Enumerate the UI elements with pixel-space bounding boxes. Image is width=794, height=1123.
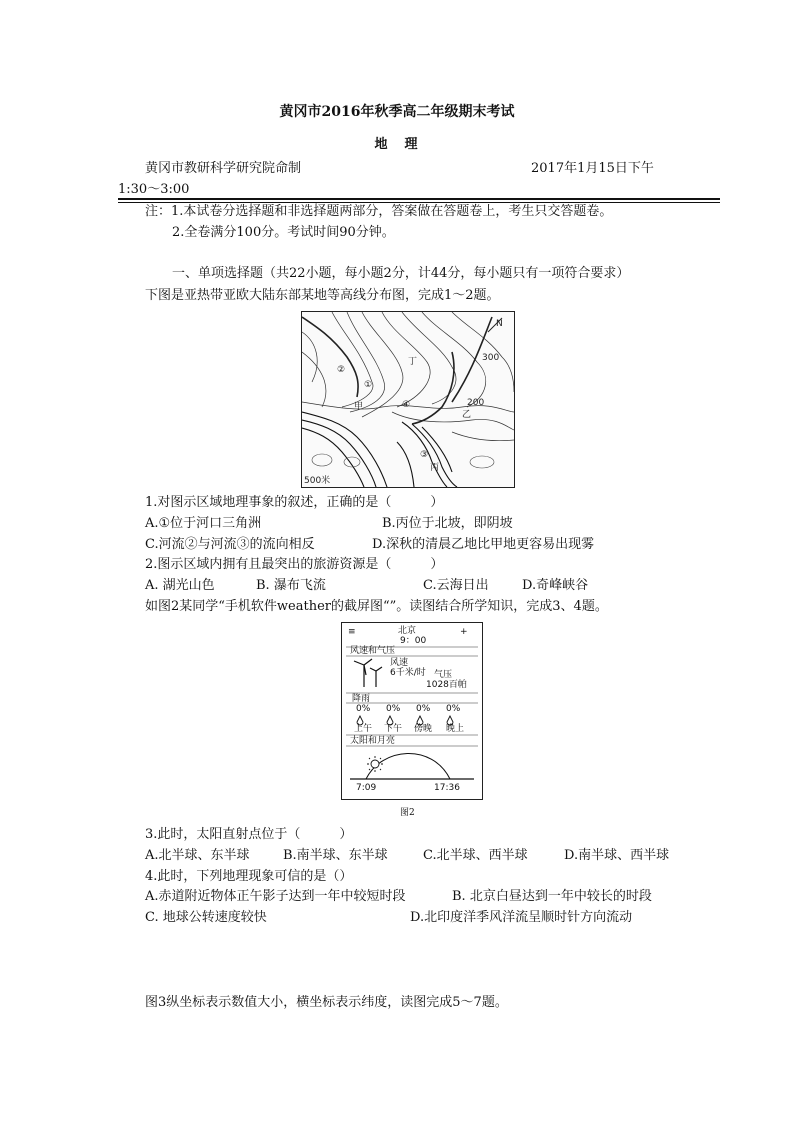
q1-option-c: C.河流②与河流③的流向相反 [145, 537, 315, 552]
q3-option-d: D.南半球、西半球 [564, 848, 670, 863]
wind-turbine-icon [354, 659, 382, 687]
q1-option-d: D.深秋的清晨乙地比甲地更容易出现雾 [372, 537, 595, 552]
q4-option-d: D.北印度洋季风洋流呈顺时针方向流动 [410, 910, 633, 925]
wind-label: 风速 [390, 658, 409, 668]
city-name: 北京 [398, 626, 417, 636]
pressure-label: 气压 [434, 670, 453, 680]
header-rule-thick [118, 198, 720, 200]
rain-time-2: 下午 [384, 724, 403, 734]
fig2-caption: 图2 [400, 808, 415, 818]
sunrise-time: 7:09 [356, 783, 377, 793]
contour-map-drawing [302, 312, 514, 487]
sun-section-title: 太阳和月亮 [350, 736, 396, 746]
menu-icon: ≡ [348, 627, 356, 637]
label-jia: 甲 [354, 402, 364, 412]
weather-app-figure [341, 622, 483, 800]
wind-section-title: 风速和气压 [350, 646, 396, 656]
rain-pct-4: 0% [446, 704, 461, 714]
label-bing: 丙 [430, 463, 440, 473]
label-200: 200 [467, 398, 485, 408]
north-arrow-label: N [496, 319, 503, 329]
rain-pct-3: 0% [416, 704, 431, 714]
label-river-4: ④ [402, 400, 411, 410]
weather-app-drawing [342, 623, 482, 799]
q2-option-b: B. 瀑布飞流 [256, 578, 326, 593]
exam-time: 1:30～3:00 [118, 182, 190, 197]
intro-q3-q4: 如图2某同学“手机软件weather的截屏图“”。读图结合所学知识，完成3、4题。 [145, 599, 608, 614]
intro-q5-q7: 图3纵坐标表示数值大小，横坐标表示纬度，读图完成5～7题。 [145, 995, 508, 1010]
note-1: 注：1.本试卷分选择题和非选择题两部分，答案做在答题卷上，考生只交答题卷。 [145, 204, 613, 219]
exam-title: 黄冈市2016年秋季高二年级期末考试 [279, 104, 515, 120]
q2-option-c: C.云海日出 [423, 578, 489, 593]
scale-label: 500米 [304, 476, 331, 486]
q2-option-a: A. 湖光山色 [145, 578, 215, 593]
sun-icon [367, 756, 383, 772]
q1-option-b: B.丙位于北坡，即阴坡 [382, 516, 513, 531]
label-300: 300 [482, 353, 500, 363]
rain-time-4: 晚上 [446, 724, 465, 734]
pressure-value: 1028百帕 [426, 680, 467, 690]
clock-time: 9：00 [400, 636, 427, 646]
add-icon: + [460, 627, 468, 637]
label-ding: 丁 [408, 357, 418, 367]
label-yi: 乙 [462, 410, 472, 420]
q3-option-c: C.北半球、西半球 [423, 848, 528, 863]
rain-pct-1: 0% [356, 704, 371, 714]
rain-time-3: 傍晚 [414, 724, 433, 734]
q3-option-a: A.北半球、东半球 [145, 848, 250, 863]
label-river-2: ② [337, 365, 346, 375]
label-river-3: ③ [420, 450, 429, 460]
q4-option-b: B. 北京白昼达到一年中较长的时段 [452, 889, 652, 904]
rain-section-title: 降雨 [352, 694, 371, 704]
issuer-text: 黄冈市教研科学研究院命制 [145, 161, 302, 176]
note-2: 2.全卷满分100分。考试时间90分钟。 [172, 225, 395, 240]
section-intro: 下图是亚热带亚欧大陆东部某地等高线分布图，完成1～2题。 [145, 288, 500, 303]
q2-option-d: D.奇峰峡谷 [522, 578, 589, 593]
rain-time-1: 上午 [354, 724, 373, 734]
section-heading: 一、单项选择题（共22小题，每小题2分，计44分，每小题只有一项符合要求） [172, 266, 630, 281]
q4-stem: 4.此时，下列地理现象可信的是（） [145, 869, 353, 884]
q4-option-a: A.赤道附近物体正午影子达到一年中较短时段 [145, 889, 406, 904]
rain-pct-2: 0% [386, 704, 401, 714]
wind-value: 6千米/时 [390, 668, 426, 678]
exam-date: 2017年1月15日下午 [531, 161, 654, 176]
q2-stem: 2.图示区域内拥有且最突出的旅游资源是（ ） [145, 557, 444, 572]
q4-option-c: C. 地球公转速度较快 [145, 910, 267, 925]
sunset-time: 17:36 [434, 783, 460, 793]
q3-stem: 3.此时，太阳直射点位于（ ） [145, 827, 353, 842]
q3-option-b: B.南半球、东半球 [283, 848, 388, 863]
label-river-1: ① [364, 380, 373, 390]
contour-map-figure [301, 311, 515, 488]
q1-option-a: A.①位于河口三角洲 [145, 516, 262, 531]
q1-stem: 1.对图示区域地理事象的叙述，正确的是（ ） [145, 495, 444, 510]
subject-title: 地 理 [374, 137, 420, 152]
